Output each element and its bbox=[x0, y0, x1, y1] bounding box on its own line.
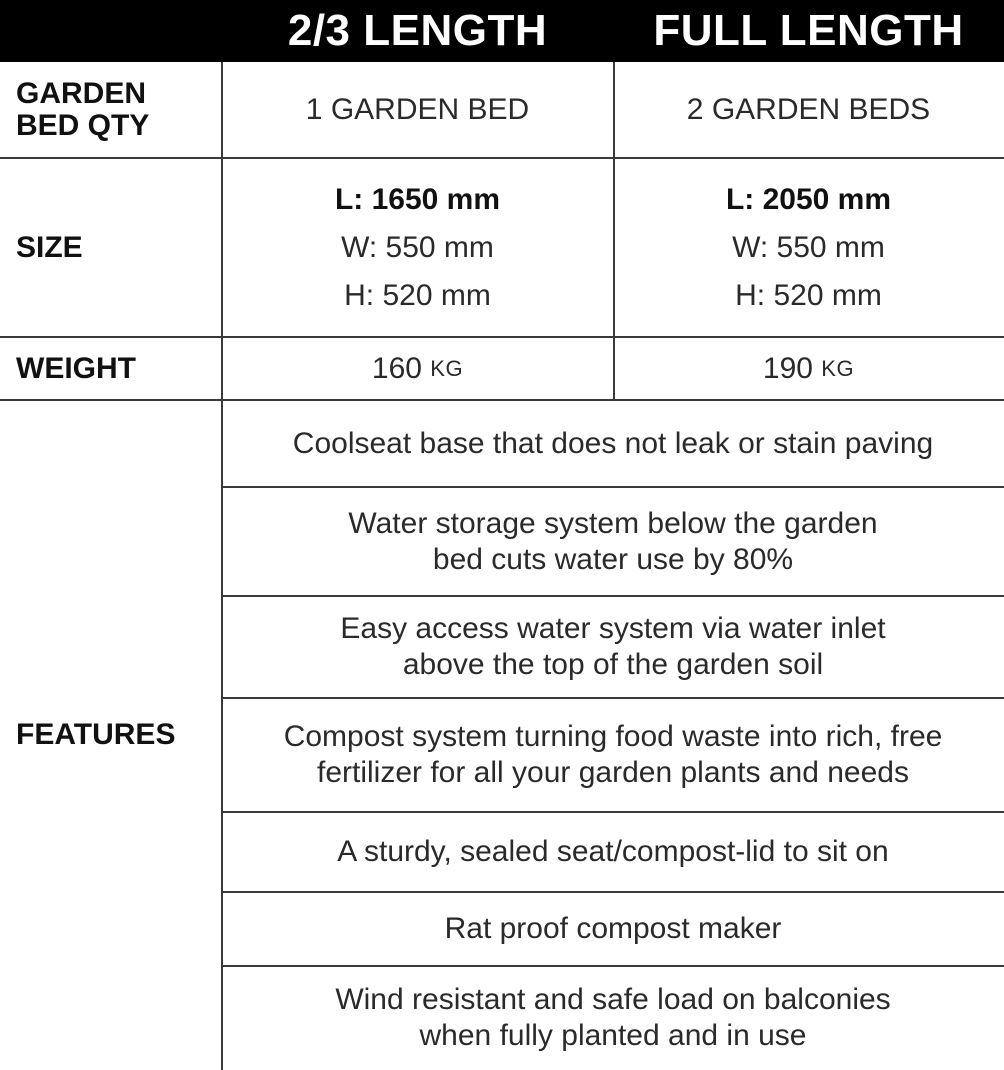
weight-full-unit: KG bbox=[821, 355, 855, 381]
feature-text: A sturdy, sealed seat/compost-lid to sit on bbox=[337, 835, 889, 868]
feature-text: Easy access water system via water inlet bbox=[340, 612, 886, 645]
label-size: SIZE bbox=[16, 230, 83, 264]
header-full-length: FULL LENGTH bbox=[653, 6, 964, 55]
feature-text: Coolseat base that does not leak or stain paving bbox=[292, 426, 934, 460]
feature-item bbox=[222, 966, 1004, 1070]
divider bbox=[222, 965, 1004, 967]
feature-text: bed cuts water use by 80% bbox=[432, 542, 794, 576]
weight-two-thirds-unit: KG bbox=[430, 355, 464, 381]
feature-item bbox=[222, 487, 1004, 596]
size-full-height: H: 520 mm bbox=[735, 278, 882, 312]
divider bbox=[222, 486, 1004, 488]
divider bbox=[613, 62, 615, 400]
divider bbox=[0, 399, 1004, 401]
label-garden-bed-qty-line1: GARDEN bbox=[16, 77, 147, 110]
bed-qty-two-thirds: 1 GARDEN BED bbox=[305, 93, 530, 126]
feature-text: above the top of the garden soil bbox=[402, 648, 824, 681]
weight-full-value: 190 bbox=[762, 351, 813, 385]
header-two-thirds-length: 2/3 LENGTH bbox=[287, 6, 548, 55]
bed-qty-full: 2 GARDEN BEDS bbox=[686, 93, 931, 126]
weight-two-thirds bbox=[222, 337, 613, 400]
divider bbox=[222, 595, 1004, 597]
size-full-width: W: 550 mm bbox=[732, 230, 885, 264]
feature-text: Wind resistant and safe load on balconies bbox=[335, 983, 891, 1016]
label-garden-bed-qty-line2: BED QTY bbox=[16, 109, 150, 142]
weight-two-thirds-value: 160 bbox=[371, 351, 422, 385]
divider bbox=[0, 336, 1004, 338]
feature-text: Rat proof compost maker bbox=[444, 912, 782, 945]
size-two-thirds-length: L: 1650 mm bbox=[334, 182, 501, 216]
divider bbox=[0, 157, 1004, 159]
size-full-length: L: 2050 mm bbox=[725, 182, 892, 216]
divider bbox=[222, 891, 1004, 893]
divider bbox=[222, 811, 1004, 813]
feature-item bbox=[222, 812, 1004, 892]
label-weight: WEIGHT bbox=[16, 351, 136, 385]
size-two-thirds-width: W: 550 mm bbox=[341, 230, 494, 264]
table-header bbox=[0, 0, 1004, 62]
size-two-thirds bbox=[222, 158, 613, 337]
divider bbox=[221, 62, 223, 1070]
size-two-thirds-height: H: 520 mm bbox=[344, 278, 491, 312]
feature-text: Compost system turning food waste into rich, free bbox=[283, 720, 943, 753]
feature-text: Water storage system below the garden bbox=[348, 506, 878, 540]
feature-item bbox=[222, 892, 1004, 966]
divider bbox=[222, 697, 1004, 699]
feature-text: fertilizer for all your garden plants and needs bbox=[316, 756, 909, 789]
label-features: FEATURES bbox=[16, 718, 176, 751]
feature-item bbox=[222, 698, 1004, 812]
size-full bbox=[613, 158, 1004, 337]
feature-item bbox=[222, 596, 1004, 698]
feature-text: when fully planted and in use bbox=[419, 1019, 807, 1052]
feature-item bbox=[222, 400, 1004, 487]
label-garden-bed-qty bbox=[0, 62, 222, 158]
weight-full bbox=[613, 337, 1004, 400]
